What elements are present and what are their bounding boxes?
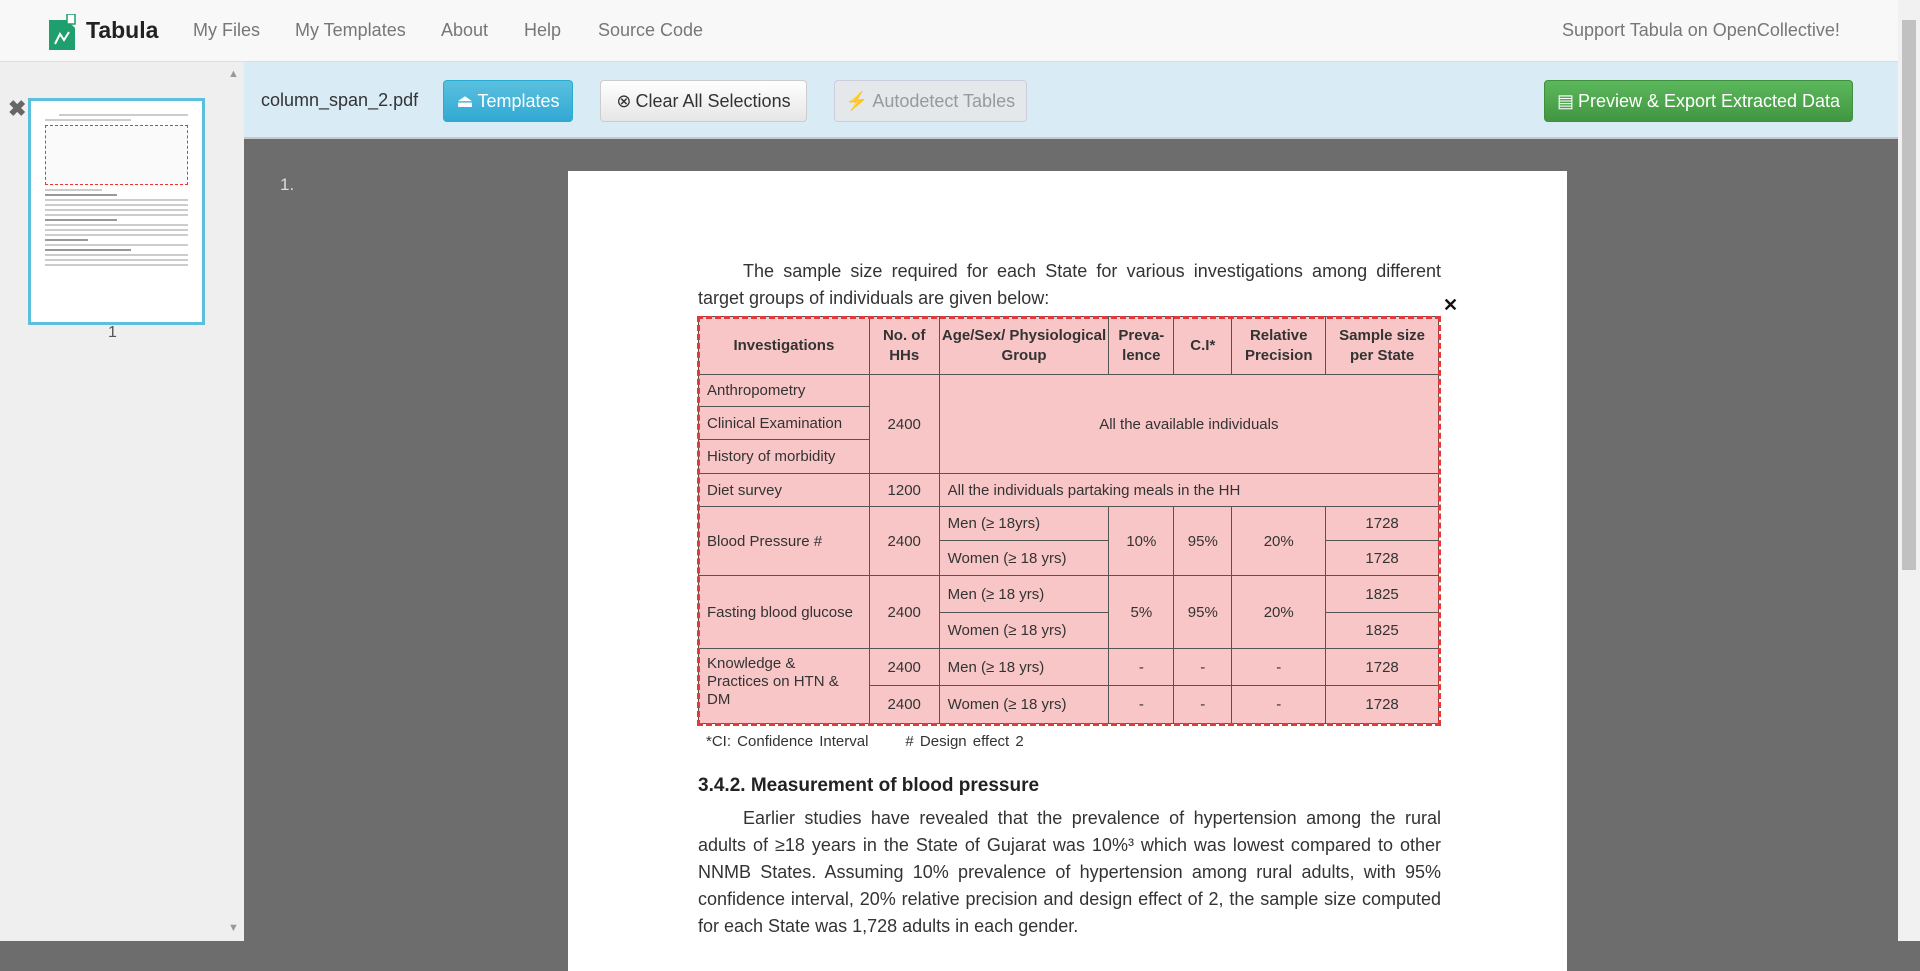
cell: Blood Pressure # — [699, 507, 870, 576]
nav-source-code[interactable]: Source Code — [598, 20, 704, 40]
autodetect-label: Autodetect Tables — [872, 90, 1016, 111]
nav-about[interactable]: About — [441, 20, 489, 40]
scrollbar-thumb[interactable] — [1902, 20, 1916, 570]
clear-label: Clear All Selections — [635, 90, 791, 111]
clear-all-selections-button[interactable] — [600, 80, 807, 122]
cell: - — [1109, 686, 1174, 724]
nav-my-files[interactable]: My Files — [193, 20, 260, 40]
cell: 95% — [1174, 576, 1232, 649]
header-cell: No. of HHs — [869, 317, 939, 375]
tabula-logo-icon[interactable] — [47, 14, 77, 50]
cell: 1825 — [1326, 613, 1439, 649]
cell: Women (≥ 18 yrs) — [939, 541, 1109, 576]
cell: Women (≥ 18 yrs) — [939, 613, 1109, 649]
templates-button[interactable] — [443, 80, 573, 122]
cell: - — [1174, 686, 1232, 724]
intro-paragraph: The sample size required for each State for various investigations among different target groups of individuals are given below: — [698, 261, 1441, 308]
thumbnail-page-number: 1 — [108, 324, 117, 341]
header-cell: Relative Precision — [1232, 317, 1326, 375]
cell: 2400 — [869, 375, 939, 474]
templates-label: Templates — [477, 90, 560, 111]
header-cell: Age/Sex/ Physiological Group — [939, 317, 1109, 375]
cell: 2400 — [869, 507, 939, 576]
cell: 10% — [1109, 507, 1174, 576]
body-paragraph: Earlier studies have revealed that the prevalence of hypertension among the rural adults of ≥18 years in the State of Gujarat was 10%³ which was lowest compared to other NNMB States. Assuming 10% prevalence of hypertension among rural adults, with 95% confidence interval, 20% relative precision and design effect of 2, the sample size computed for each State was 1,728 adults in each gender. — [698, 808, 1441, 936]
cell: Men (≥ 18 yrs) — [939, 576, 1109, 613]
header-cell: Preva- lence — [1109, 317, 1174, 375]
cell: Anthropometry — [699, 375, 870, 407]
cell: 2400 — [869, 686, 939, 724]
template-icon: ⏏ — [456, 90, 474, 111]
nav-my-templates[interactable]: My Templates — [295, 20, 406, 40]
cell: Clinical Examination — [699, 407, 870, 440]
scroll-up-icon[interactable]: ▲ — [228, 68, 239, 80]
cell: 1200 — [869, 474, 939, 507]
cell: 1825 — [1326, 576, 1439, 613]
navbar — [0, 0, 1898, 62]
cell: 1728 — [1326, 507, 1439, 541]
list-icon: ▤ — [1556, 90, 1574, 111]
preview-export-button[interactable] — [1544, 80, 1853, 122]
cell: 20% — [1232, 576, 1326, 649]
cell: Fasting blood glucose — [699, 576, 870, 649]
cell: - — [1232, 686, 1326, 724]
cell: History of morbidity — [699, 440, 870, 474]
nav-support-link[interactable]: Support Tabula on OpenCollective! — [1562, 20, 1840, 40]
export-label: Preview & Export Extracted Data — [1577, 90, 1841, 111]
header-cell: Investigations — [699, 317, 870, 375]
toolbar — [244, 62, 1898, 139]
cell: 95% — [1174, 507, 1232, 576]
brand[interactable]: Tabula — [86, 17, 159, 43]
cell: 2400 — [869, 576, 939, 649]
scroll-down-icon[interactable]: ▼ — [228, 922, 239, 934]
delete-page-icon[interactable]: ✖ — [8, 96, 27, 121]
cell: All the available individuals — [939, 375, 1438, 474]
cell: Diet survey — [699, 474, 870, 507]
cell: Women (≥ 18 yrs) — [939, 686, 1109, 724]
lightning-icon: ⚡ — [845, 90, 869, 111]
cell: 20% — [1232, 507, 1326, 576]
cell: - — [1232, 649, 1326, 686]
cell: - — [1109, 649, 1174, 686]
close-selection-icon[interactable]: ✕ — [1443, 295, 1459, 315]
cell: - — [1174, 649, 1232, 686]
cell: Knowledge & Practices on HTN & DM — [699, 649, 870, 724]
filename: column_span_2.pdf — [261, 90, 419, 110]
nav-help[interactable]: Help — [524, 20, 562, 40]
cell: 1728 — [1326, 686, 1439, 724]
cell: 2400 — [869, 649, 939, 686]
cell: Men (≥ 18yrs) — [939, 507, 1109, 541]
data-table — [698, 316, 1439, 724]
circle-x-icon: ⊗ — [616, 90, 632, 111]
page-thumbnail[interactable] — [28, 98, 205, 325]
autodetect-tables-button[interactable] — [834, 80, 1027, 122]
cell: All the individuals partaking meals in the HH — [939, 474, 1438, 507]
cell: 1728 — [1326, 541, 1439, 576]
main-scrollbar[interactable] — [1898, 0, 1920, 941]
header-cell: C.I* — [1174, 317, 1232, 375]
page-number: 1. — [280, 175, 295, 194]
pdf-page[interactable] — [568, 171, 1567, 971]
cell: Men (≥ 18 yrs) — [939, 649, 1109, 686]
cell: 1728 — [1326, 649, 1439, 686]
header-cell: Sample size per State — [1326, 317, 1439, 375]
cell: 5% — [1109, 576, 1174, 649]
section-heading: 3.4.2. Measurement of blood pressure — [698, 775, 1040, 796]
footnote: *CI: Confidence Interval # Design effect 2 — [706, 733, 1024, 750]
